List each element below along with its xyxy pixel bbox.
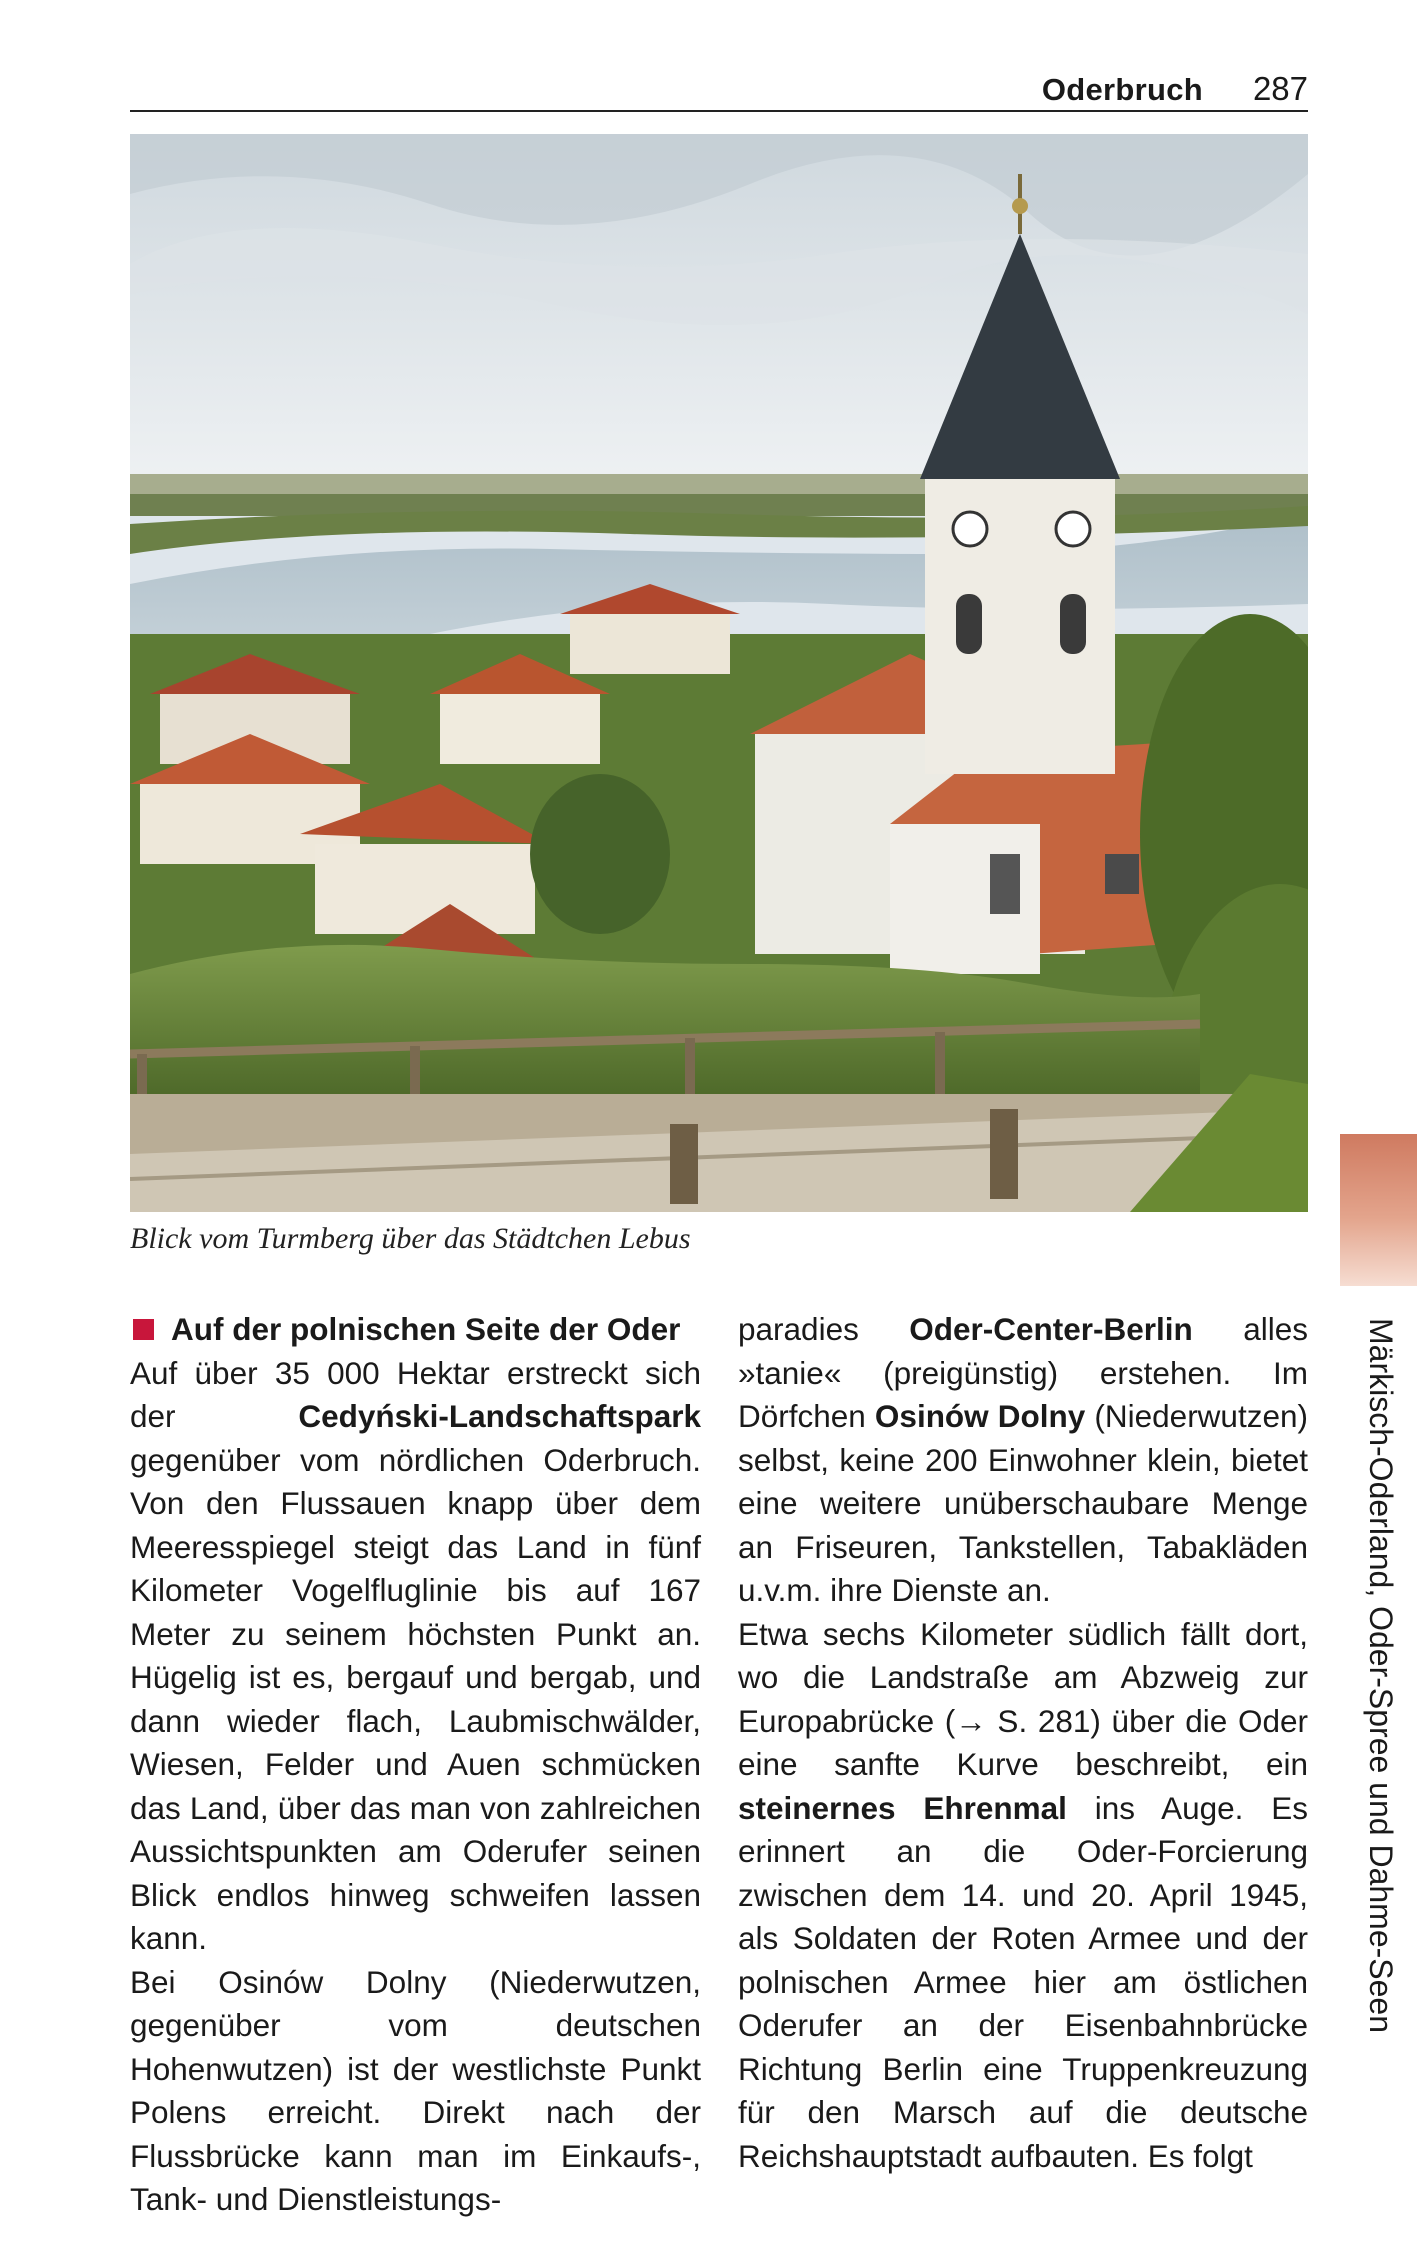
left-column — [130, 1308, 701, 2222]
right-paragraph-1 — [738, 1308, 1308, 1613]
text-run: Etwa sechs Kilometer südlich fällt dort, wo die Landstraße am Abzweig zur Europabrücke (→ S. 281) über die Oder eine sanfte Kurve beschreibt, ein — [738, 1615, 1308, 1782]
right-paragraph-2 — [738, 1613, 1308, 2179]
text-run: gegenüber vom nördlichen Oderbruch. Von den Flussauen knapp über dem Meeresspiegel steigt das Land in fünf Kilometer Vogelfluglinie bis auf 167 Meter zu seinem höchsten Punkt an. Hügelig ist es, bergauf und bergab, und dann wieder flach, Laubmischwälder, Wiesen, Felder und Auen schmücken das Land, über das man von zahlreichen Aussichtspunkten am Oderufer seinen Blick endlos hinweg schweifen lassen kann. — [130, 1441, 701, 1956]
left-paragraph-2: Bei Osinów Dolny (Niederwutzen, gegenüber vom deutschen Hohenwutzen) ist der westlichste Punkt Polens erreicht. Direkt nach der Flussbrücke kann man im Einkaufs-, Tank- und Dienstleistungs- — [130, 1963, 701, 2217]
bold-term-osinow: Osinów Dolny — [874, 1398, 1086, 1434]
page-number: 287 — [1252, 70, 1308, 107]
thumb-tab — [1340, 1134, 1417, 1286]
section-title: Oderbruch — [1041, 72, 1203, 107]
text-run: ins Auge. Es erinnert an die Oder-Forcierung zwischen dem 14. und 20. April 1945, als Soldaten der Roten Armee und der polnischen Armee hier am östlichen Oderufer an der Eisenbahnbrücke Richtung Berlin eine Truppenkreuzung für den Marsch auf die deutsche Reichshauptstadt aufbauten. Es folgt — [738, 1789, 1308, 2174]
photo-caption: Blick vom Turmberg über das Städtchen Lebus — [130, 1222, 691, 1255]
box-heading — [130, 1308, 701, 1352]
square-marker-icon — [133, 1319, 154, 1340]
text-run: Auf über 35 000 Hektar erstreckt sich der — [130, 1354, 701, 1434]
bold-term-oder-center: Oder-Center-Berlin — [909, 1311, 1193, 1347]
running-head — [130, 68, 1308, 112]
bold-term-cedynski: Cedyński-Landschaftspark — [298, 1398, 701, 1434]
right-column — [738, 1308, 1308, 2178]
photo-lebus-view — [130, 134, 1308, 1212]
bold-term-ehrenmal: steinernes Ehrenmal — [738, 1789, 1067, 1826]
text-run: (Niederwutzen) selbst, keine 200 Einwohner klein, bietet eine weitere unüberschaubare Menge an Friseuren, Tankstellen, Tabakläden u.v.m. ihre Dienste an. — [738, 1398, 1308, 1608]
left-paragraph-1 — [130, 1352, 701, 1961]
box-heading-text: Auf der polnischen Seite der Oder — [171, 1311, 681, 1347]
text-run: alles »tanie« (preigünstig) erstehen. Im Dörfchen — [738, 1311, 1308, 1434]
photo-illustration — [130, 134, 1308, 1212]
text-run: paradies — [738, 1311, 910, 1347]
side-region-label: Märkisch-Oderland, Oder-Spree und Dahme-Seen — [1363, 1318, 1399, 2033]
